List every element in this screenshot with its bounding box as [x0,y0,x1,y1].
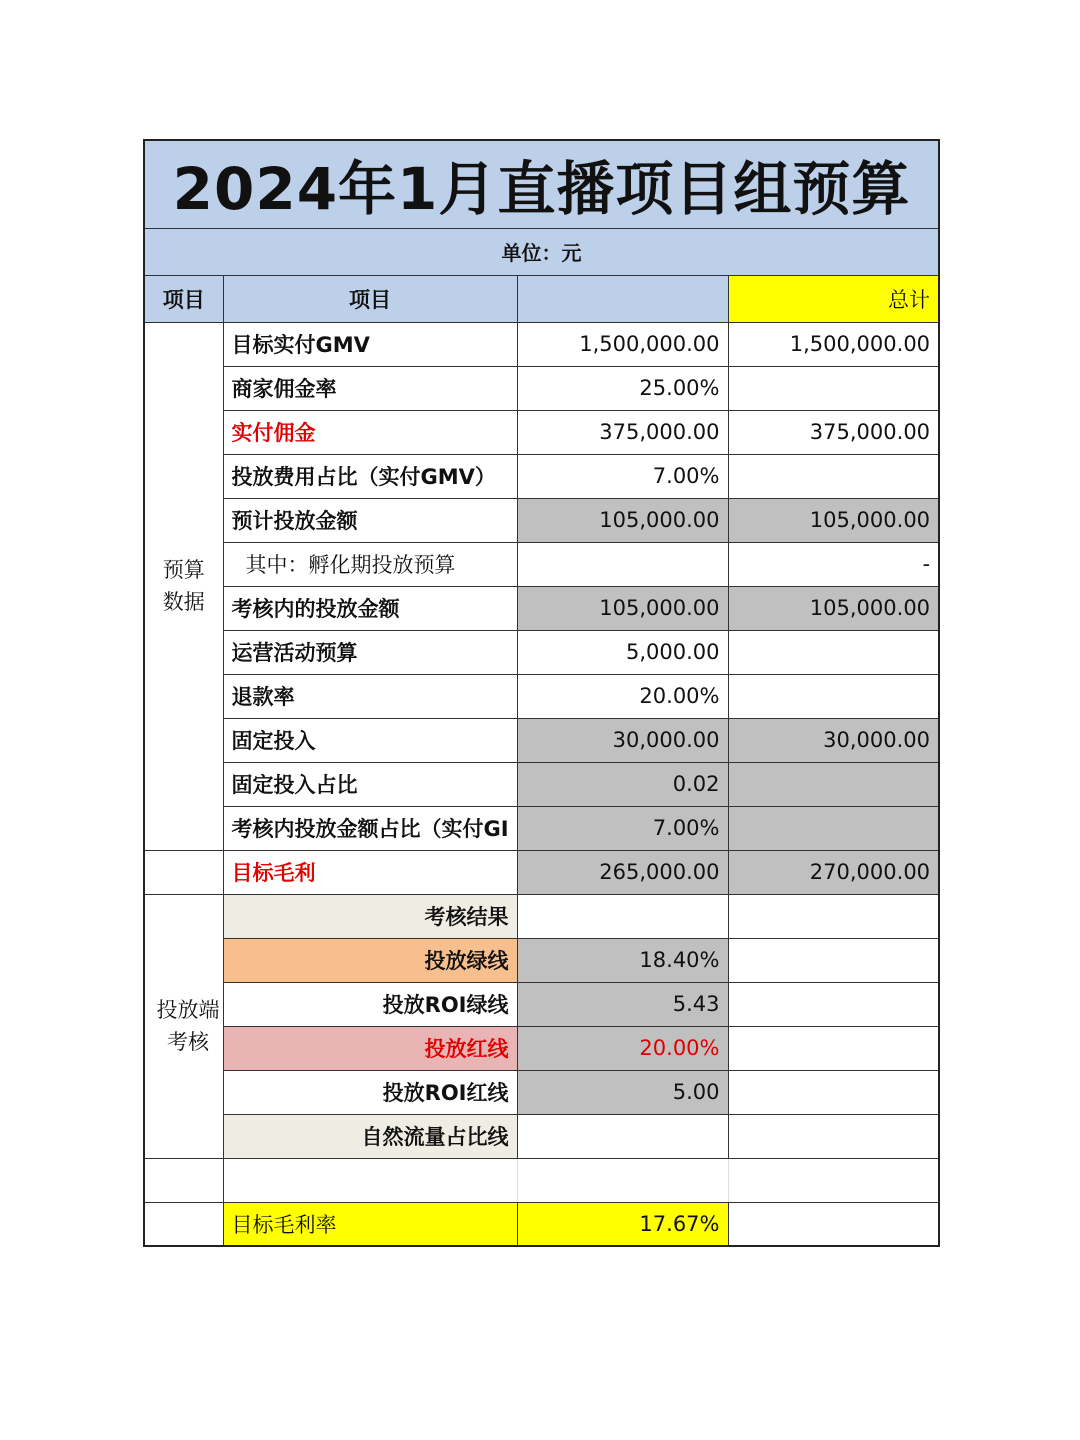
empty-cell [144,1202,223,1246]
margin-rate-value: 17.67% [517,1202,728,1246]
row-total [728,454,939,498]
header-item: 项目 [223,275,517,322]
table-row [144,630,939,674]
row-label: 考核结果 [223,894,517,938]
table-row [144,366,939,410]
gross-profit-value: 265,000.00 [517,850,728,894]
row-label: 考核内投放金额占比（实付GI [223,806,517,850]
row-total [728,1114,939,1158]
table-row [144,1026,939,1070]
row-value: 7.00% [517,454,728,498]
row-total [728,806,939,850]
table-row [144,674,939,718]
row-total [728,1026,939,1070]
row-total: 375,000.00 [728,410,939,454]
unit-label: 单位：元 [144,228,939,275]
row-label: 固定投入 [223,718,517,762]
category-budget-label: 预算数据 [162,558,205,614]
table-row [144,806,939,850]
row-value: 1,500,000.00 [517,322,728,366]
row-label: 固定投入占比 [223,762,517,806]
table-row [144,1114,939,1158]
empty-cell [223,1158,517,1202]
row-total: 105,000.00 [728,498,939,542]
empty-cell [144,850,223,894]
row-label: 预计投放金额 [223,498,517,542]
table-row [144,542,939,586]
empty-cell [728,1158,939,1202]
table-row [144,762,939,806]
row-value: 5.43 [517,982,728,1026]
title-row [144,140,939,228]
row-total [728,982,939,1026]
row-total [728,894,939,938]
table-row [144,322,939,366]
row-value: 20.00% [517,1026,728,1070]
row-label: 投放红线 [223,1026,517,1070]
gross-profit-row [144,850,939,894]
row-label: 目标实付GMV [223,322,517,366]
category-assess [144,894,223,1158]
row-label: 商家佣金率 [223,366,517,410]
category-budget [144,322,223,850]
row-label: 运营活动预算 [223,630,517,674]
row-label: 投放ROI红线 [223,1070,517,1114]
row-total [728,630,939,674]
row-value: 105,000.00 [517,498,728,542]
row-label: 投放ROI绿线 [223,982,517,1026]
row-label: 其中：孵化期投放预算 [223,542,517,586]
margin-rate-label: 目标毛利率 [223,1202,517,1246]
row-value: 18.40% [517,938,728,982]
budget-table [143,139,940,1247]
table-row [144,410,939,454]
category-assess-label: 投放端考核 [156,998,220,1054]
row-label: 考核内的投放金额 [223,586,517,630]
empty-cell [728,1202,939,1246]
table-row [144,938,939,982]
row-value: 5,000.00 [517,630,728,674]
row-total: - [728,542,939,586]
row-value: 7.00% [517,806,728,850]
blank-row [144,1158,939,1202]
row-label: 自然流量占比线 [223,1114,517,1158]
row-total [728,366,939,410]
row-total: 105,000.00 [728,586,939,630]
row-value [517,542,728,586]
table-row [144,982,939,1026]
gross-profit-label: 目标毛利 [223,850,517,894]
header-row [144,275,939,322]
row-total: 1,500,000.00 [728,322,939,366]
empty-cell [144,1158,223,1202]
row-value: 105,000.00 [517,586,728,630]
unit-row [144,228,939,275]
empty-cell [517,1158,728,1202]
row-value: 5.00 [517,1070,728,1114]
row-value: 375,000.00 [517,410,728,454]
table-row [144,894,939,938]
table-row [144,586,939,630]
row-total [728,674,939,718]
row-label: 投放费用占比（实付GMV） [223,454,517,498]
row-value: 20.00% [517,674,728,718]
row-value: 30,000.00 [517,718,728,762]
table-row [144,454,939,498]
header-category: 项目 [144,275,223,322]
row-total [728,762,939,806]
gross-profit-total: 270,000.00 [728,850,939,894]
header-value [517,275,728,322]
header-total: 总计 [728,275,939,322]
row-value [517,1114,728,1158]
row-label: 实付佣金 [223,410,517,454]
row-total [728,938,939,982]
row-value: 25.00% [517,366,728,410]
row-value [517,894,728,938]
margin-rate-row [144,1202,939,1246]
row-total: 30,000.00 [728,718,939,762]
table-row [144,718,939,762]
row-label: 退款率 [223,674,517,718]
sheet-title: 2024年1月直播项目组预算 [144,140,939,228]
table-row [144,498,939,542]
table-row [144,1070,939,1114]
row-label: 投放绿线 [223,938,517,982]
row-total [728,1070,939,1114]
row-value: 0.02 [517,762,728,806]
